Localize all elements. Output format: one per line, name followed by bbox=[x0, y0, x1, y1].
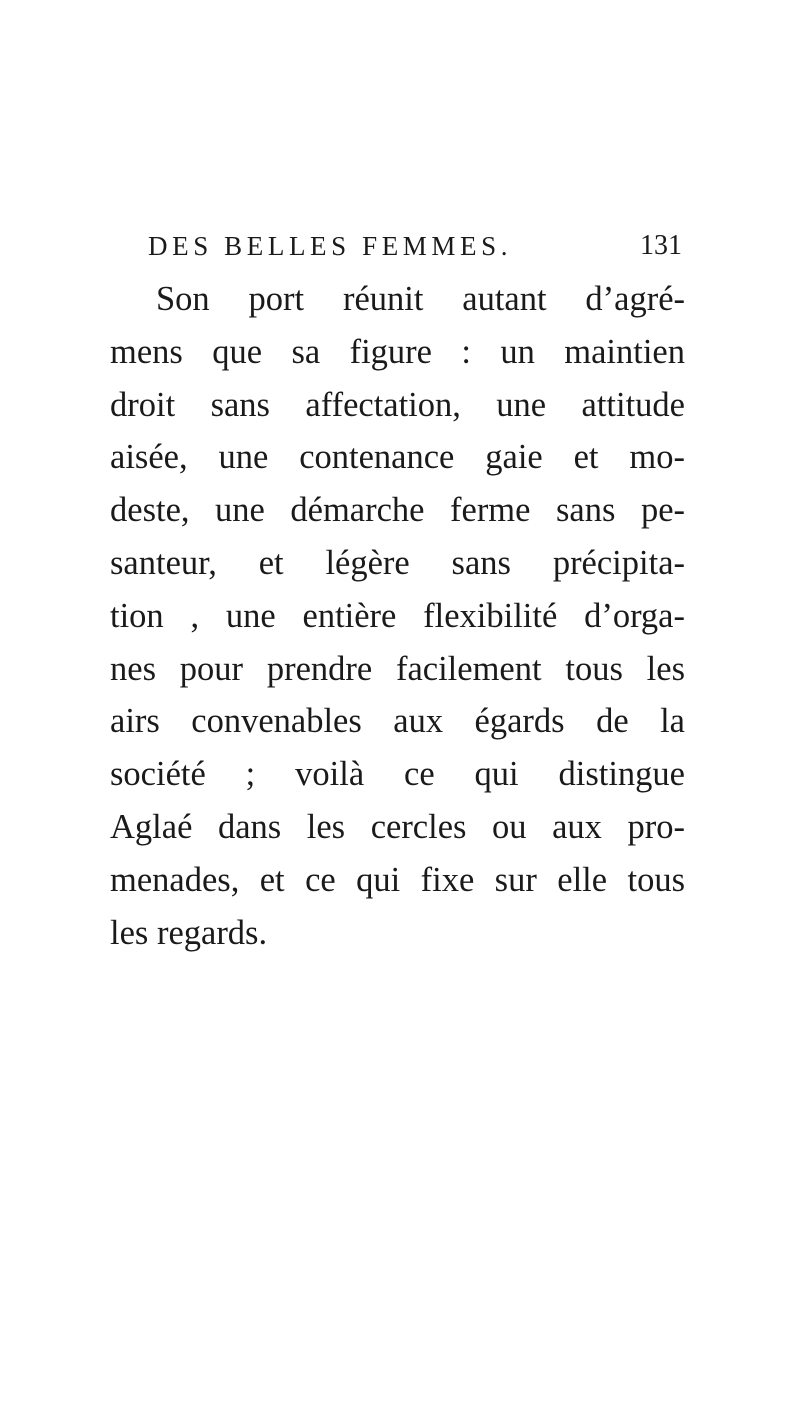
text-line: menades, et ce qui fixe sur elle tous bbox=[110, 860, 685, 899]
text-line: deste, une démarche ferme sans pe- bbox=[110, 491, 685, 530]
text-line: tion , une entière flexibilité d’orga- bbox=[110, 596, 685, 635]
text-line: droit sans affectation, une attitude bbox=[110, 385, 685, 424]
text-line: Son port réunit autant d’agré- bbox=[156, 280, 685, 318]
page-number: 131 bbox=[640, 230, 682, 261]
text-line: airs convenables aux égards de la bbox=[110, 702, 685, 741]
text-line: société ; voilà ce qui distingue bbox=[110, 755, 685, 794]
running-title: DES BELLES FEMMES. bbox=[148, 231, 513, 261]
text-line: aisée, une contenance gaie et mo- bbox=[110, 438, 685, 477]
text-line: Aglaé dans les cercles ou aux pro- bbox=[110, 807, 685, 846]
text-line: les regards. bbox=[110, 913, 268, 952]
paragraph bbox=[110, 273, 685, 959]
text-line: santeur, et légère sans précipita- bbox=[110, 543, 685, 582]
text-line: nes pour prendre facilement tous les bbox=[110, 649, 685, 688]
running-head bbox=[148, 226, 682, 266]
text-line: mens que sa figure : un maintien bbox=[110, 332, 685, 371]
